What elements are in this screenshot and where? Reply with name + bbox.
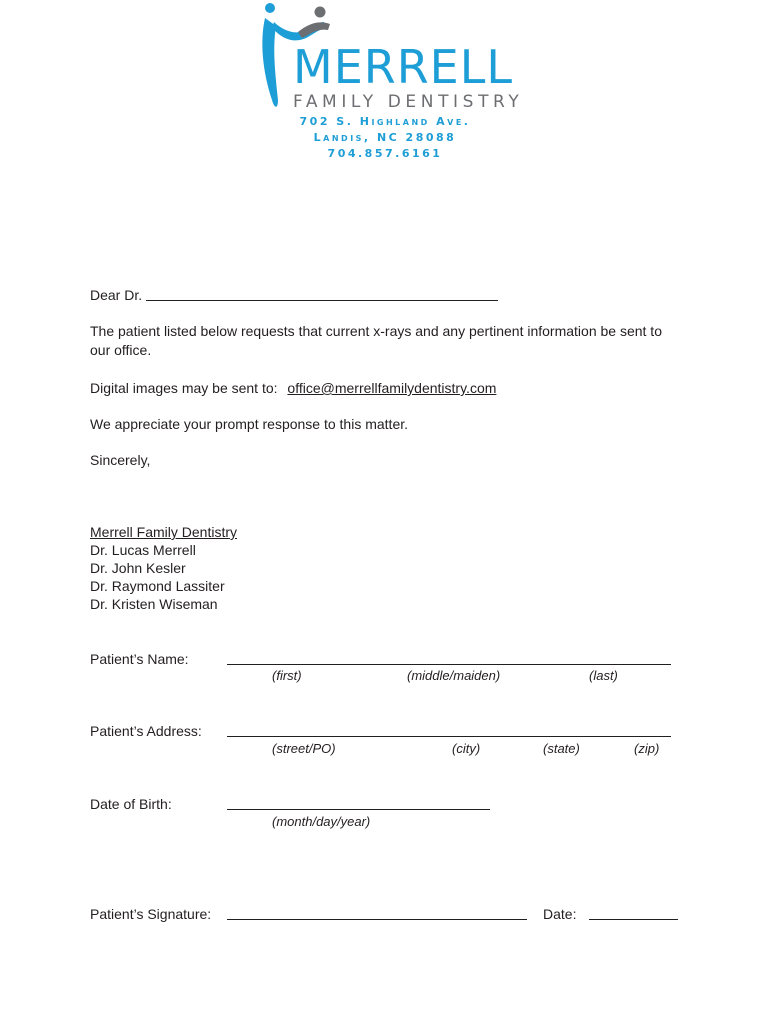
dob-label: Date of Birth: bbox=[90, 796, 172, 812]
brand-name: MERRELL bbox=[293, 40, 513, 94]
request-line-1: The patient listed below requests that current x-rays and any pertinent information be sent to bbox=[90, 323, 662, 339]
date-field[interactable] bbox=[589, 919, 678, 920]
address-line-1: 702 S. Highland Ave. bbox=[299, 115, 471, 128]
patient-name-label: Patient’s Name: bbox=[90, 651, 189, 667]
dob-field[interactable] bbox=[227, 809, 490, 810]
hint-zip: (zip) bbox=[634, 741, 660, 756]
doctor-1: Dr. Lucas Merrell bbox=[90, 542, 196, 558]
hint-last: (last) bbox=[589, 668, 618, 683]
patient-address-label: Patient’s Address: bbox=[90, 723, 202, 739]
signature-field[interactable] bbox=[227, 919, 527, 920]
hint-city: (city) bbox=[452, 741, 481, 756]
hint-month-day-year: (month/day/year) bbox=[272, 814, 371, 829]
doctor-3: Dr. Raymond Lassiter bbox=[90, 578, 225, 594]
doctor-name-line[interactable] bbox=[146, 300, 498, 301]
date-label: Date: bbox=[543, 906, 577, 922]
phone-number: 704.857.6161 bbox=[327, 147, 443, 160]
address-line-2: Landis, NC 28088 bbox=[313, 131, 457, 144]
doctor-4: Dr. Kristen Wiseman bbox=[90, 596, 218, 612]
request-line-2: our office. bbox=[90, 342, 152, 358]
patient-name-field[interactable] bbox=[227, 664, 671, 665]
practice-name: Merrell Family Dentistry bbox=[90, 524, 238, 540]
closing-text: Sincerely, bbox=[90, 452, 151, 468]
hint-street-po: (street/PO) bbox=[272, 741, 336, 756]
digital-images-text bbox=[90, 379, 496, 397]
hint-middle-maiden: (middle/maiden) bbox=[407, 668, 501, 683]
signature-label: Patient’s Signature: bbox=[90, 906, 212, 922]
salutation: Dear Dr. bbox=[90, 287, 143, 303]
appreciation-text: We appreciate your prompt response to this matter. bbox=[90, 416, 409, 432]
patient-address-field[interactable] bbox=[227, 736, 671, 737]
email-link[interactable]: office@merrellfamilydentistry.com bbox=[287, 380, 497, 396]
hint-state: (state) bbox=[543, 741, 580, 756]
brand-subtitle: FAMILY DENTISTRY bbox=[293, 92, 524, 112]
digital-images-prefix: Digital images may be sent to: bbox=[90, 380, 278, 396]
hint-first: (first) bbox=[272, 668, 302, 683]
doctor-2: Dr. John Kesler bbox=[90, 560, 186, 576]
